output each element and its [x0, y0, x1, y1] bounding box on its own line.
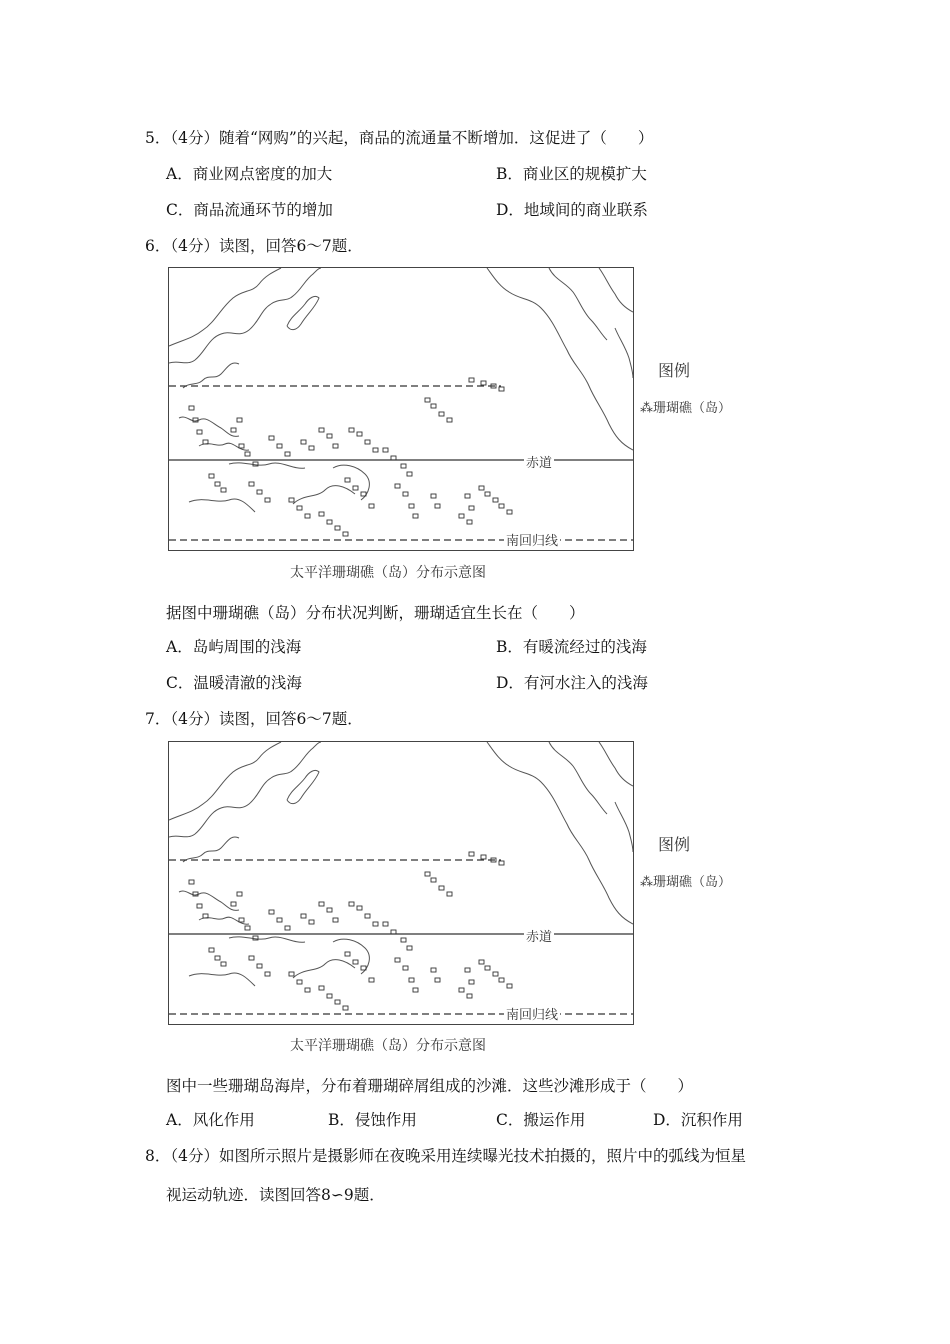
coral-island-marker: [407, 472, 412, 476]
coastline: [487, 742, 633, 924]
coral-island-marker: [189, 880, 194, 884]
q7-sub-stem: 图中一些珊瑚岛海岸，分布着珊瑚碎屑组成的沙滩．这些沙滩形成于（ ）: [166, 1077, 694, 1095]
coral-island-marker: [327, 434, 332, 438]
coral-island-marker: [301, 914, 306, 918]
coral-island-marker: [265, 498, 270, 502]
coral-island-marker: [369, 504, 374, 508]
coral-island-marker: [409, 978, 414, 982]
coral-island-marker: [215, 482, 220, 486]
coral-island-marker: [245, 926, 250, 930]
coral-island-marker: [277, 444, 282, 448]
coral-island-marker: [301, 440, 306, 444]
coral-island-marker: [245, 452, 250, 456]
coastline: [189, 499, 255, 512]
q7-map-drawing: [169, 742, 633, 1024]
coral-island-marker: [395, 958, 400, 962]
coral-island-marker: [499, 387, 504, 391]
coastline: [271, 268, 321, 304]
q7-pacific-coral-map: [168, 741, 634, 1025]
coastline: [293, 960, 355, 978]
coral-island-marker: [239, 444, 244, 448]
coral-island-marker: [305, 514, 310, 518]
coral-island-marker: [469, 980, 474, 984]
coral-island-marker: [285, 452, 290, 456]
q5-option-c: C．商品流通环节的增加: [166, 201, 333, 219]
q6-legend-label: 珊瑚礁（岛）: [653, 401, 732, 416]
coral-island-marker: [277, 918, 282, 922]
coral-island-marker: [319, 428, 324, 432]
coral-island-marker: [209, 948, 214, 952]
q7-stem: 7．（4分）读图，回答6～7题．: [145, 710, 363, 728]
coastline: [549, 268, 607, 340]
coastline: [615, 802, 633, 852]
q7-coral-legend-icon: ⁂: [640, 875, 653, 890]
coral-island-marker: [357, 432, 362, 436]
coastline: [287, 770, 319, 803]
q7-option-c: C．搬运作用: [496, 1111, 586, 1129]
coral-island-marker: [459, 514, 464, 518]
coral-island-marker: [257, 964, 262, 968]
coral-island-marker: [189, 406, 194, 410]
coral-island-marker: [333, 444, 338, 448]
coral-island-marker: [215, 956, 220, 960]
coral-island-marker: [349, 902, 354, 906]
coral-island-marker: [447, 892, 452, 896]
coral-island-marker: [239, 918, 244, 922]
coral-island-marker: [209, 474, 214, 478]
q6-option-b: B．有暖流经过的浅海: [496, 638, 647, 656]
coral-island-marker: [231, 428, 236, 432]
coral-island-marker: [319, 512, 324, 516]
coastline: [293, 486, 355, 504]
coral-island-marker: [309, 920, 314, 924]
coastline-group: [169, 742, 633, 986]
coastline: [333, 465, 369, 500]
coral-island-marker: [249, 956, 254, 960]
coastline: [179, 417, 239, 436]
coral-island-marker: [257, 490, 262, 494]
coral-island-marker: [221, 488, 226, 492]
coastline: [599, 268, 633, 312]
coral-island-marker: [479, 486, 484, 490]
coral-island-marker: [365, 440, 370, 444]
coral-island-marker: [431, 494, 436, 498]
coral-island-marker: [431, 404, 436, 408]
coral-island-marker: [493, 498, 498, 502]
coral-island-marker: [319, 986, 324, 990]
q6-legend-item: [640, 397, 731, 416]
coral-island-marker: [305, 988, 310, 992]
q5-stem: 5．（4分）随着“网购”的兴起，商品的流通量不断增加．这促进了（ ）: [145, 129, 654, 147]
coral-island-marker: [335, 1000, 340, 1004]
coral-island-marker: [345, 478, 350, 482]
coastline: [169, 742, 281, 820]
coral-island-marker: [507, 984, 512, 988]
coral-island-marker: [407, 946, 412, 950]
coral-island-marker: [297, 980, 302, 984]
coral-island-marker: [357, 906, 362, 910]
coral-island-marker: [231, 902, 236, 906]
q6-pacific-coral-map: [168, 267, 634, 551]
coral-island-marker: [269, 910, 274, 914]
coral-island-marker: [499, 978, 504, 982]
q5-option-b: B．商业区的规模扩大: [496, 165, 647, 183]
q6-coral-legend-icon: ⁂: [640, 401, 653, 416]
coral-island-marker: [373, 922, 378, 926]
q6-map-drawing: [169, 268, 633, 550]
coral-island-marker: [435, 504, 440, 508]
coral-island-marker: [403, 492, 408, 496]
coral-island-marker: [335, 526, 340, 530]
coral-island-marker: [431, 968, 436, 972]
coral-island-marker: [369, 978, 374, 982]
coral-island-marker: [485, 966, 490, 970]
coral-island-marker: [349, 428, 354, 432]
coastline: [487, 268, 633, 450]
coral-island-marker: [413, 988, 418, 992]
coastline: [615, 328, 633, 378]
coral-island-marker: [289, 972, 294, 976]
q5-option-a: A．商业网点密度的加大: [166, 165, 333, 183]
coral-island-marker: [197, 430, 202, 434]
coral-island-marker: [439, 886, 444, 890]
coastline: [189, 973, 255, 986]
q6-legend-title: 图例: [658, 361, 691, 380]
q6-sub-stem: 据图中珊瑚礁（岛）分布状况判断，珊瑚适宜生长在（ ）: [166, 604, 585, 622]
coral-island-marker: [333, 918, 338, 922]
coastline: [179, 891, 239, 910]
coral-island-marker: [253, 462, 258, 466]
coral-island-marker: [285, 926, 290, 930]
coastline: [287, 296, 319, 329]
coral-island-marker: [345, 952, 350, 956]
q7-option-a: A．风化作用: [166, 1111, 255, 1129]
coral-island-marker: [465, 968, 470, 972]
coral-island-marker: [499, 861, 504, 865]
q7-legend-label: 珊瑚礁（岛）: [653, 875, 732, 890]
coral-island-marker: [343, 532, 348, 536]
coastline: [271, 742, 321, 778]
coral-island-marker: [237, 418, 242, 422]
coral-island-marker: [395, 484, 400, 488]
coral-island-marker: [401, 464, 406, 468]
coastline: [549, 742, 607, 814]
coastline: [183, 837, 239, 862]
coral-island-marker: [327, 994, 332, 998]
coral-island-marker: [197, 904, 202, 908]
coral-island-marker: [479, 960, 484, 964]
coral-island-marker: [447, 418, 452, 422]
q8-stem-line1: 8．（4分）如图所示照片是摄影师在夜晚采用连续曝光技术拍摄的，照片中的弧线为恒星: [145, 1147, 746, 1165]
coastline: [333, 939, 369, 974]
coral-island-marker: [467, 994, 472, 998]
coral-island-marker: [373, 448, 378, 452]
coral-island-marker: [431, 878, 436, 882]
coral-island-marker: [435, 978, 440, 982]
coral-island-marker: [499, 504, 504, 508]
coral-island-marker: [353, 960, 358, 964]
coral-island-marker: [409, 504, 414, 508]
coral-island-marker: [413, 514, 418, 518]
coral-island-marker: [327, 520, 332, 524]
coral-island-marker: [425, 872, 430, 876]
coral-island-marker: [253, 936, 258, 940]
coral-island-marker: [309, 446, 314, 450]
q7-legend-item: [640, 871, 731, 890]
q7-option-d: D．沉积作用: [653, 1111, 743, 1129]
coral-island-marker: [507, 510, 512, 514]
coral-island-marker: [327, 908, 332, 912]
coral-island-marker: [401, 938, 406, 942]
coral-island-marker: [319, 902, 324, 906]
coral-island-marker: [353, 486, 358, 490]
coral-island-marker: [467, 520, 472, 524]
coral-island-marker: [425, 398, 430, 402]
q8-stem-line2: 视运动轨迹．读图回答8∽9题．: [166, 1186, 385, 1204]
coral-island-marker: [265, 972, 270, 976]
coral-island-marker: [365, 914, 370, 918]
coastline: [169, 268, 281, 346]
coral-island-marker: [289, 498, 294, 502]
coral-island-marker: [469, 378, 474, 382]
coral-island-marker: [237, 892, 242, 896]
q6-figure-caption: 太平洋珊瑚礁（岛）分布示意图: [290, 565, 486, 581]
coastline: [183, 363, 239, 388]
coral-island-marker: [193, 892, 198, 896]
coral-island-marker: [459, 988, 464, 992]
coral-island-marker: [383, 922, 388, 926]
coral-island-marker: [481, 855, 486, 859]
coral-island-marker: [249, 482, 254, 486]
coral-island-marker: [269, 436, 274, 440]
coral-island-marker: [343, 1006, 348, 1010]
q6-option-d: D．有河水注入的浅海: [496, 674, 648, 692]
coral-island-marker: [465, 494, 470, 498]
q6-option-a: A．岛屿周围的浅海: [166, 638, 302, 656]
coral-island-marker: [469, 506, 474, 510]
q7-equator-label: 赤道: [524, 926, 554, 945]
coral-island-marker: [481, 381, 486, 385]
coastline-group: [169, 268, 633, 512]
q7-tropic-label: 南回归线: [504, 1004, 560, 1023]
coral-island-marker: [403, 966, 408, 970]
coastline: [599, 742, 633, 786]
coral-island-marker: [469, 852, 474, 856]
coral-island-marker: [297, 506, 302, 510]
q7-option-b: B．侵蚀作用: [328, 1111, 417, 1129]
coral-island-marker: [439, 412, 444, 416]
coral-island-marker: [493, 972, 498, 976]
q7-legend-title: 图例: [658, 835, 691, 854]
coral-island-marker: [221, 962, 226, 966]
coral-island-marker: [193, 418, 198, 422]
coastline: [229, 463, 305, 468]
q6-stem: 6．（4分）读图，回答6～7题．: [145, 237, 363, 255]
coral-island-marker: [383, 448, 388, 452]
coastline: [229, 937, 305, 942]
q6-tropic-label: 南回归线: [504, 530, 560, 549]
q7-figure-caption: 太平洋珊瑚礁（岛）分布示意图: [290, 1038, 486, 1054]
q6-option-c: C．温暖清澈的浅海: [166, 674, 302, 692]
q5-option-d: D．地域间的商业联系: [496, 201, 648, 219]
coral-island-marker: [485, 492, 490, 496]
q6-equator-label: 赤道: [524, 452, 554, 471]
